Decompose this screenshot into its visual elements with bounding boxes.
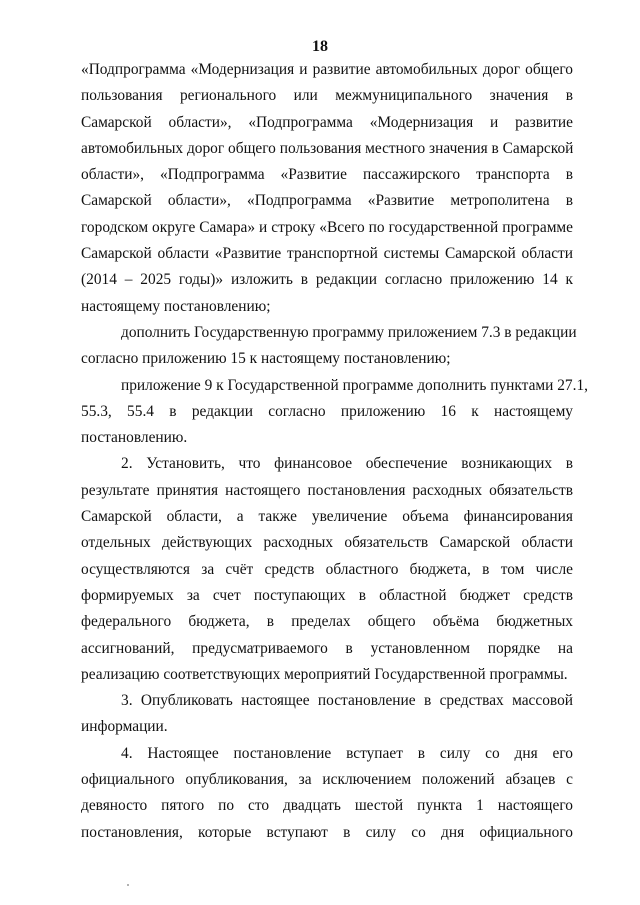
text-line: (2014 – 2025 годы)» изложить в редакции согласно приложению 14 к	[81, 271, 573, 289]
text-line: 2. Установить, что финансовое обеспечение возникающих в	[121, 455, 573, 473]
text-line: пользования регионального или межмуниципального значения в	[81, 87, 573, 105]
text-line: информации.	[81, 718, 168, 736]
text-line: формируемых за счет поступающих в областной бюджет средств	[81, 586, 573, 604]
text-line: автомобильных дорог общего пользования местного значения в Самарской	[81, 139, 574, 157]
text-line: девяносто пятого по сто двадцать шестой пункта 1 настоящего	[81, 797, 573, 815]
text-line: отдельных действующих расходных обязательств Самарской области	[81, 534, 573, 552]
text-line: 4. Настоящее постановление вступает в силу со дня его	[121, 744, 573, 762]
text-line: постановлению.	[81, 429, 188, 447]
page-number: 18	[312, 38, 328, 55]
text-line: осуществляются за счёт средств областного бюджета, в том числе	[81, 560, 573, 578]
document-body	[81, 57, 589, 846]
text-line: Самарской области «Развитие транспортной системы Самарской области	[81, 245, 573, 263]
text-line: 55.3, 55.4 в редакции согласно приложению 16 к настоящему	[81, 402, 573, 420]
text-line: постановления, которые вступают в силу со дня официального	[81, 823, 573, 841]
text-line: Самарской области», «Подпрограмма «Модернизация и развитие	[81, 113, 573, 131]
text-line: ассигнований, предусматриваемого в установленном порядке на	[81, 639, 573, 657]
text-line: федерального бюджета, в пределах общего объёма бюджетных	[81, 613, 573, 631]
text-line: городском округе Самара» и строку «Всего по государственной программе	[81, 218, 573, 236]
text-line: 3. Опубликовать настоящее постановление в средствах массовой	[121, 692, 573, 710]
text-line: приложение 9 к Государственной программе дополнить пунктами 27.1,	[121, 376, 589, 394]
text-line: согласно приложению 15 к настоящему постановлению;	[81, 350, 451, 368]
scan-speck	[127, 884, 129, 886]
text-line: результате принятия настоящего постановления расходных обязательств	[81, 481, 573, 499]
text-line: настоящему постановлению;	[81, 297, 271, 315]
text-line: «Подпрограмма «Модернизация и развитие автомобильных дорог общего	[81, 61, 573, 78]
text-line: реализацию соответствующих мероприятий Государственной программы.	[81, 665, 568, 683]
text-line: области», «Подпрограмма «Развитие пассажирского транспорта в	[81, 166, 573, 184]
text-line: дополнить Государственную программу приложением 7.3 в редакции	[121, 323, 577, 341]
text-line: Самарской области, а также увеличение объема финансирования	[81, 508, 573, 526]
text-line: официального опубликования, за исключением положений абзацев с	[81, 771, 573, 789]
text-line: Самарской области», «Подпрограмма «Развитие метрополитена в	[81, 192, 573, 210]
